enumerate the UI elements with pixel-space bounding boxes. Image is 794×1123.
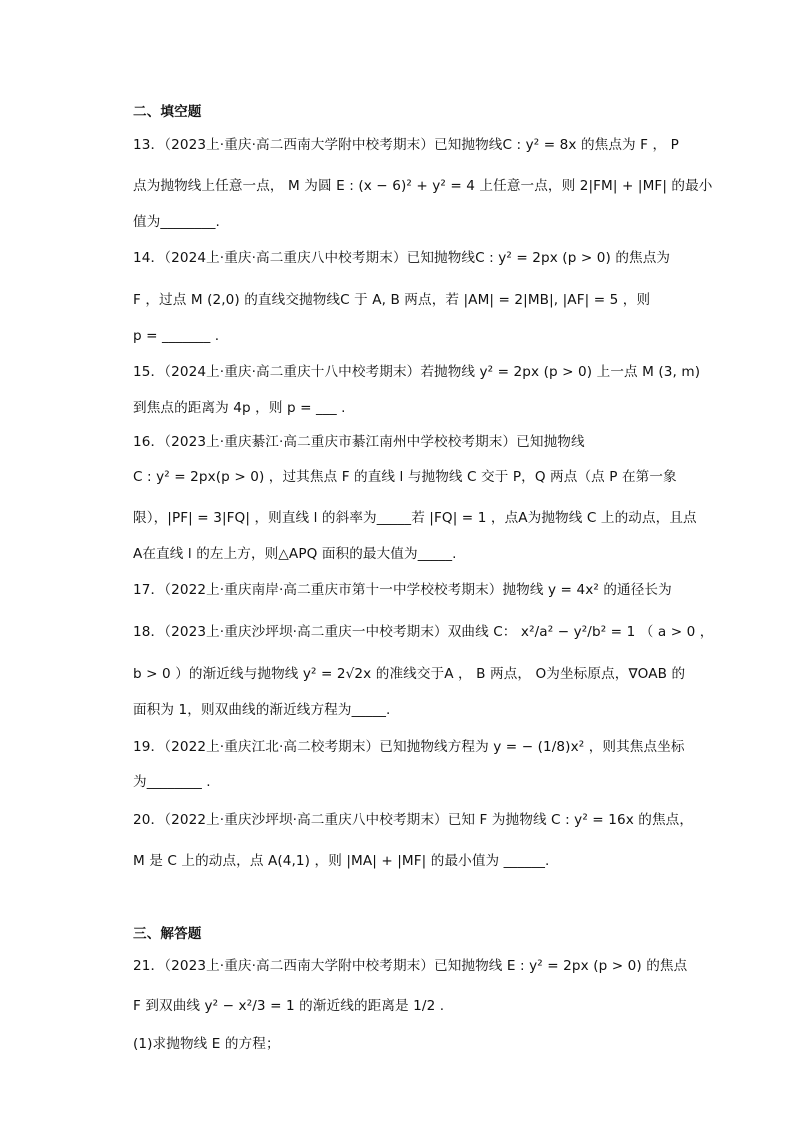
question-13-line-1: 13．（2023上·重庆·高二西南大学附中校考期末）已知抛物线C : y² = 8x 的焦点为 F ， P	[133, 137, 679, 153]
question-14-line-2: F ，过点 M (2,0) 的直线交抛物线C 于 A, B 两点，若 |AM| = 2|MB|, |AF| = 5 ，则	[133, 292, 651, 308]
question-17-line-1: 17．（2022上·重庆南岸·高二重庆市第十一中学校校考期末）抛物线 y = 4x² 的通径长为	[133, 582, 672, 598]
section-heading-fill-blank: 二、填空题	[133, 104, 202, 120]
question-16-line-4: A在直线 l 的左上方，则△APQ 面积的最大值为_____.	[133, 546, 457, 562]
question-16-line-2: C : y² = 2px(p > 0) ，过其焦点 F 的直线 l 与抛物线 C 交于 P，Q 两点（点 P 在第一象	[133, 469, 677, 485]
question-18-line-2: b > 0 ）的渐近线与抛物线 y² = 2√2x 的准线交于A ， B 两点， O为坐标原点，∇OAB 的	[133, 666, 686, 682]
question-19-line-2: 为________ .	[133, 774, 211, 790]
question-21-line-2: F 到双曲线 y² − x²/3 = 1 的渐近线的距离是 1/2 .	[133, 998, 445, 1014]
section-heading-answer: 三、解答题	[133, 926, 202, 942]
question-13-line-3: 值为________.	[133, 214, 220, 230]
question-16-line-1: 16．（2023上·重庆綦江·高二重庆市綦江南州中学校校考期末）已知抛物线	[133, 434, 585, 450]
question-20-line-2: M 是 C 上的动点，点 A(4,1) ，则 |MA| + |MF| 的最小值为 ______.	[133, 853, 550, 869]
question-13-line-2: 点为抛物线上任意一点， M 为圆 E : (x − 6)² + y² = 4 上任意一点，则 2|FM| + |MF| 的最小	[133, 178, 713, 194]
question-20-line-1: 20．（2022上·重庆沙坪坝·高二重庆八中校考期末）已知 F 为抛物线 C : y² = 16x 的焦点，	[133, 812, 694, 828]
question-21-line-1: 21．（2023上·重庆·高二西南大学附中校考期末）已知抛物线 E : y² = 2px (p > 0) 的焦点	[133, 958, 688, 974]
question-16-line-3: 限），|PF| = 3|FQ| ，则直线 l 的斜率为_____若 |FQ| = 1 ，点A为抛物线 C 上的动点，且点	[133, 510, 697, 526]
question-18-line-1: 18．（2023上·重庆沙坪坝·高二重庆一中校考期末）双曲线 C： x²/a² − y²/b² = 1 （ a > 0 ，	[133, 624, 714, 640]
question-14-line-3: p = _______ .	[133, 328, 220, 344]
question-19-line-1: 19．（2022上·重庆江北·高二校考期末）已知抛物线方程为 y = − (1/8)x² ，则其焦点坐标	[133, 739, 685, 755]
question-15-line-1: 15．（2024上·重庆·高二重庆十八中校考期末）若抛物线 y² = 2px (p > 0) 上一点 M (3, m)	[133, 364, 701, 380]
question-14-line-1: 14．（2024上·重庆·高二重庆八中校考期末）已知抛物线C : y² = 2px (p > 0) 的焦点为	[133, 250, 671, 266]
question-21-part-1: (1)求抛物线 E 的方程；	[133, 1036, 280, 1052]
question-18-line-3: 面积为 1，则双曲线的渐近线方程为_____.	[133, 702, 391, 718]
question-15-line-2: 到焦点的距离为 4p ，则 p = ___ .	[133, 400, 346, 416]
